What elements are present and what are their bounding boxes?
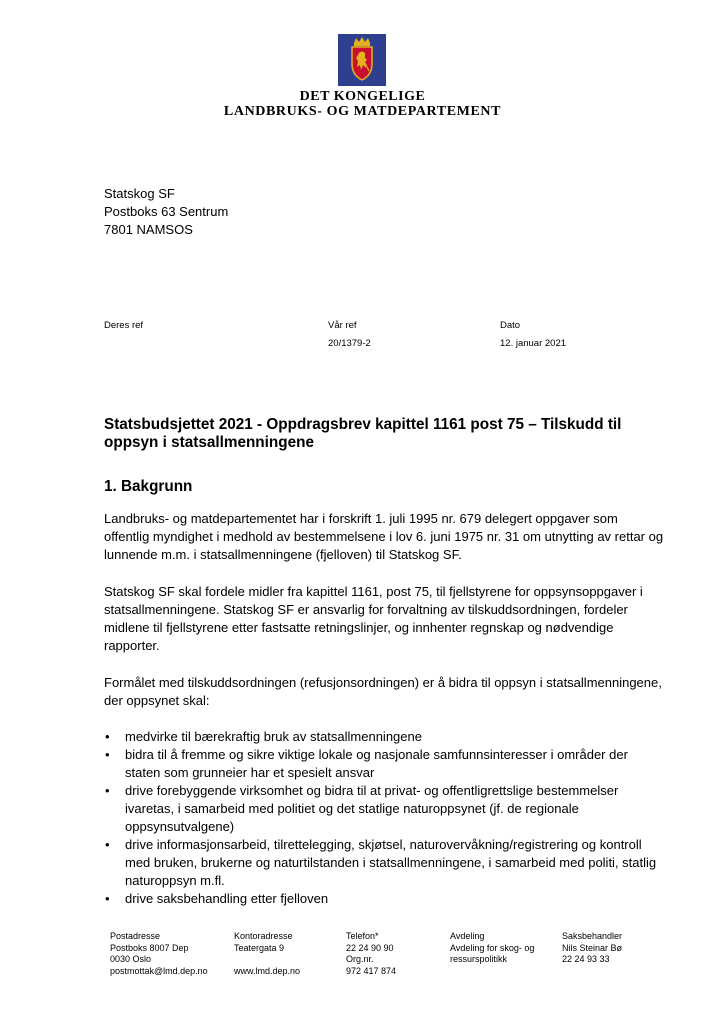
paragraph-2: Statskog SF skal fordele midler fra kapittel 1161, post 75, til fjellstyrene for oppsynsoppgaver i statsallmenningene. Statskog SF er ansvarlig for forvaltning av tilskuddsordningen, fordeler midlene til fjellstyrene etter fastsatte retningslinjer, og innhenter regnskap og nødvendige rapporter. [104,584,643,653]
list-item: • medvirke til bærekraftig bruk av statsallmenningene [104,728,664,746]
var-ref-value: 20/1379-2 [328,338,371,349]
section-heading-bakgrunn: 1. Bakgrunn [104,478,193,495]
ministry-name-line2: LANDBRUKS- OG MATDEPARTEMENT [223,104,502,119]
footer-telefon-label: Telefon* [346,931,379,941]
footer-postadresse-line: 0030 Oslo [110,954,152,964]
footer-avdeling-line: Avdeling for skog- og [450,942,535,953]
footer-kontoradresse-label: Kontoradresse [234,931,293,941]
footer-saksbehandler-phone: 22 24 93 33 [562,954,610,964]
footer-saksbehandler [562,931,622,966]
footer-postadresse [110,931,208,977]
coat-of-arms-icon [338,34,386,86]
footer-kontoradresse [234,931,300,977]
recipient-address [104,185,228,239]
footer-website: www.lmd.dep.no [234,965,301,976]
list-item: • drive saksbehandling etter fjelloven [104,890,664,908]
dato-label: Dato [500,320,521,331]
deres-ref-label: Deres ref [104,320,144,331]
paragraph-3: Formålet med tilskuddsordningen (refusjonsordningen) er å bidra til oppsyn i statsallmenningene, der oppsynet skal: [104,675,662,708]
recipient-postal: 7801 NAMSOS [104,222,193,237]
footer-avdeling-label: Avdeling [450,931,485,941]
recipient-street: Postboks 63 Sentrum [104,204,229,219]
footer-postadresse-line: Postboks 8007 Dep [110,942,189,953]
ministry-name-line1: DET KONGELIGE [299,89,426,104]
var-ref-label: Vår ref [328,320,357,331]
footer-saksbehandler-name: Nils Steinar Bø [562,942,623,953]
recipient-name: Statskog SF [104,186,175,201]
footer-orgnr-label: Org.nr. [346,954,374,964]
footer-avdeling [450,931,534,966]
dato-value: 12. januar 2021 [500,338,567,349]
footer-saksbehandler-label: Saksbehandler [562,931,623,941]
paragraph-1: Landbruks- og matdepartementet har i forskrift 1. juli 1995 nr. 679 delegert oppgaver som offentlig myndighet i medhold av bestemmelsene i lov 6. juni 1975 nr. 31 om utnytting av rettar og lunnende m.m. i statsallmenningene (fjelloven) til Statskog SF. [104,511,664,562]
footer-postadresse-label: Postadresse [110,931,161,941]
footer-kontoradresse-line [234,954,300,966]
document-title: Statsbudsjettet 2021 - Oppdragsbrev kapittel 1161 post 75 – Tilskudd til oppsyn i statsallmenningene [104,416,622,451]
list-item: • drive forebyggende virksomhet og bidra til at privat- og offentligrettslige bestemmelser ivaretas, i samarbeid med politiet og det statlige naturoppsynet (jf. de regionale oppsynsutvalgene) [104,782,664,836]
footer-orgnr-value: 972 417 874 [346,965,397,976]
bullet-list [104,728,664,908]
footer-telefon [346,931,396,977]
footer-avdeling-line: ressurspolitikk [450,954,508,964]
list-item: • bidra til å fremme og sikre viktige lokale og nasjonale samfunnsinteresser i områder der staten som grunneier har et spesielt ansvar [104,746,664,782]
footer-telefon-number: 22 24 90 90 [346,942,394,953]
list-item: • drive informasjonsarbeid, tilrettelegging, skjøtsel, naturovervåkning/registrering og kontroll med bruken, brukerne og naturtilstanden i statsallmenningene, i samarbeid med politi, statlig naturoppsyn m.fl. [104,836,664,890]
footer-kontoradresse-line: Teatergata 9 [234,942,285,953]
footer-email: postmottak@lmd.dep.no [110,965,208,976]
